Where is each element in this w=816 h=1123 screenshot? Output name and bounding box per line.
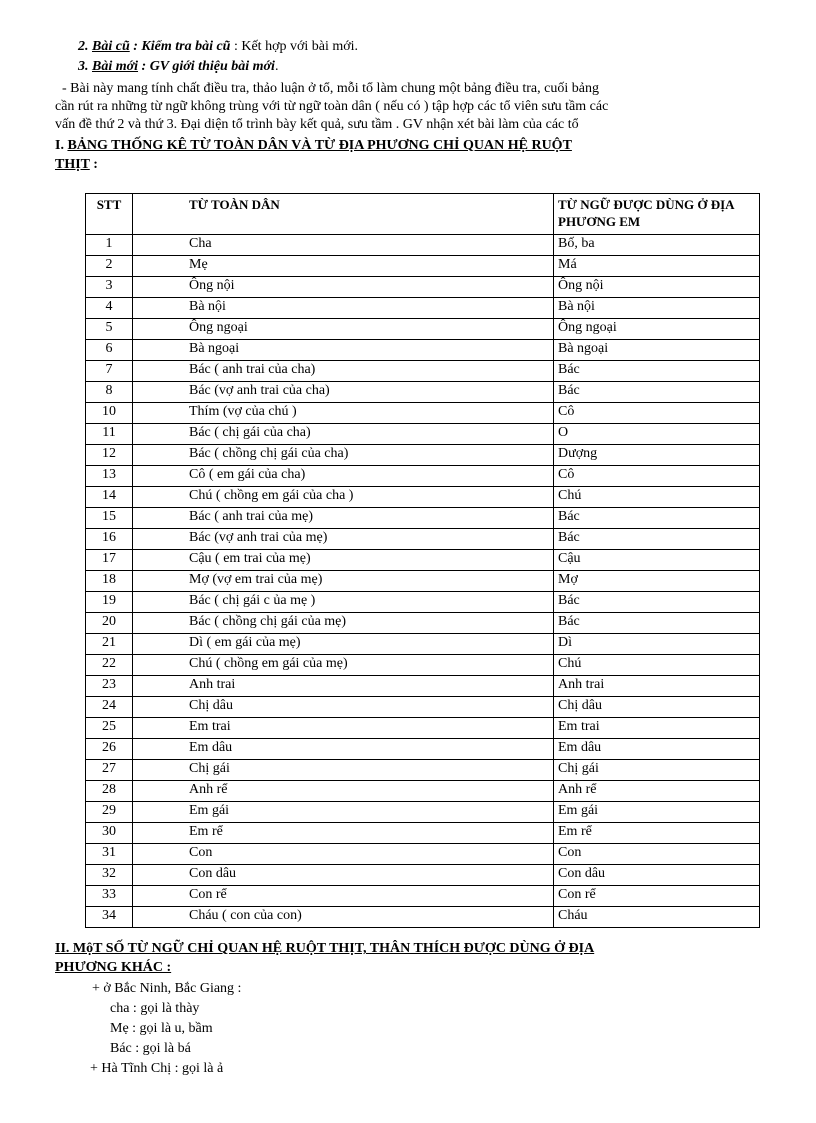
row-local-word: Em gái <box>554 802 760 823</box>
row-stt: 3 <box>86 277 133 298</box>
row-standard-word: Em gái <box>133 802 554 823</box>
row-local-word: Bố, ba <box>554 235 760 256</box>
row-stt: 31 <box>86 844 133 865</box>
row-stt: 8 <box>86 382 133 403</box>
row-local-word: Anh rể <box>554 781 760 802</box>
table-row <box>86 487 760 508</box>
row-stt: 19 <box>86 592 133 613</box>
row-local-word: Con rể <box>554 886 760 907</box>
row-standard-word: Mẹ <box>133 256 554 277</box>
row-local-word: Ông nội <box>554 277 760 298</box>
row-stt: 12 <box>86 445 133 466</box>
row-stt: 16 <box>86 529 133 550</box>
table-row <box>86 739 760 760</box>
row-stt: 34 <box>86 907 133 928</box>
row-local-word: Bác <box>554 361 760 382</box>
row-local-word: Chú <box>554 655 760 676</box>
row-stt: 1 <box>86 235 133 256</box>
section-2-title-line-2: PHƯƠNG KHÁC : <box>55 960 172 975</box>
row-standard-word: Anh rể <box>133 781 554 802</box>
intro-para-line-3: vấn đề thứ 2 và thứ 3. Đại diện tổ trình bày kết quả, sưu tầm . GV nhận xét bài làm của các tổ <box>55 117 579 132</box>
row-standard-word: Em rể <box>133 823 554 844</box>
table-row <box>86 445 760 466</box>
row-standard-word: Con rể <box>133 886 554 907</box>
row-local-word: Bà nội <box>554 298 760 319</box>
table-row <box>86 529 760 550</box>
row-standard-word: Mợ (vợ em trai của mẹ) <box>133 571 554 592</box>
row-standard-word: Bác ( chị gái của cha) <box>133 424 554 445</box>
row-standard-word: Ông ngoại <box>133 319 554 340</box>
row-standard-word: Chị dâu <box>133 697 554 718</box>
row-standard-word: Cha <box>133 235 554 256</box>
row-standard-word: Cháu ( con của con) <box>133 907 554 928</box>
header-local-word: TỪ NGỮ ĐƯỢC DÙNG Ở ĐỊA PHƯƠNG EM <box>554 194 760 235</box>
section-1-title-cont <box>55 156 98 173</box>
row-standard-word: Bà nội <box>133 298 554 319</box>
item-3-label: 3. Bài mới : GV giới thiệu bài mới <box>78 59 275 74</box>
section-2-title-line-1: II. MộT SỐ TỪ NGỮ CHỈ QUAN HỆ RUỘT THỊT, THÂN THÍCH ĐƯỢC DÙNG Ở ĐỊA <box>55 941 595 956</box>
row-local-word: Má <box>554 256 760 277</box>
table-row <box>86 508 760 529</box>
row-standard-word: Bà ngoại <box>133 340 554 361</box>
row-standard-word: Anh trai <box>133 676 554 697</box>
row-local-word: Bác <box>554 508 760 529</box>
row-standard-word: Bác (vợ anh trai của mẹ) <box>133 529 554 550</box>
item-2-text: : Kết hợp với bài mới. <box>230 39 359 54</box>
row-local-word: Bác <box>554 613 760 634</box>
section-1-title-end: : <box>89 157 98 172</box>
row-local-word: Dượng <box>554 445 760 466</box>
row-standard-word: Thím (vợ của chú ) <box>133 403 554 424</box>
header-stt: STT <box>86 194 133 235</box>
row-local-word: Dì <box>554 634 760 655</box>
row-standard-word: Bác ( chồng chị gái của mẹ) <box>133 613 554 634</box>
table-row <box>86 781 760 802</box>
row-standard-word: Con dâu <box>133 865 554 886</box>
row-standard-word: Dì ( em gái của mẹ) <box>133 634 554 655</box>
row-stt: 17 <box>86 550 133 571</box>
row-stt: 18 <box>86 571 133 592</box>
section-1-title <box>55 137 580 154</box>
row-local-word: Con <box>554 844 760 865</box>
row-standard-word: Em dâu <box>133 739 554 760</box>
table-row <box>86 886 760 907</box>
row-local-word: Cô <box>554 466 760 487</box>
row-stt: 13 <box>86 466 133 487</box>
row-stt: 29 <box>86 802 133 823</box>
row-stt: 20 <box>86 613 133 634</box>
row-stt: 4 <box>86 298 133 319</box>
table-row <box>86 235 760 256</box>
row-stt: 27 <box>86 760 133 781</box>
table-row <box>86 613 760 634</box>
row-stt: 2 <box>86 256 133 277</box>
table-row <box>86 844 760 865</box>
row-stt: 11 <box>86 424 133 445</box>
row-stt: 22 <box>86 655 133 676</box>
row-local-word: Bác <box>554 592 760 613</box>
row-local-word: Con dâu <box>554 865 760 886</box>
row-standard-word: Ông nội <box>133 277 554 298</box>
item-3-end: . <box>274 59 279 74</box>
table-row <box>86 277 760 298</box>
row-local-word: Cô <box>554 403 760 424</box>
section-2-title <box>55 940 600 957</box>
section-2-title-cont <box>55 959 179 976</box>
row-local-word: Cậu <box>554 550 760 571</box>
table-row <box>86 424 760 445</box>
table-row <box>86 676 760 697</box>
table-row <box>86 634 760 655</box>
table-row <box>86 298 760 319</box>
row-standard-word: Bác ( chị gái c ủa mẹ ) <box>133 592 554 613</box>
row-stt: 21 <box>86 634 133 655</box>
bac-ninh-cha: cha : gọi là thày <box>110 1001 200 1016</box>
row-local-word: Cháu <box>554 907 760 928</box>
table-row <box>86 718 760 739</box>
row-stt: 26 <box>86 739 133 760</box>
row-local-word: Chú <box>554 487 760 508</box>
row-local-word: Chị gái <box>554 760 760 781</box>
header-standard-word: TỪ TOÀN DÂN <box>133 194 554 235</box>
row-standard-word: Bác ( anh trai của cha) <box>133 361 554 382</box>
table-row <box>86 907 760 928</box>
row-stt: 25 <box>86 718 133 739</box>
row-standard-word: Cậu ( em trai của mẹ) <box>133 550 554 571</box>
row-standard-word: Chú ( chồng em gái của mẹ) <box>133 655 554 676</box>
row-stt: 6 <box>86 340 133 361</box>
row-stt: 14 <box>86 487 133 508</box>
item-3-line <box>78 58 278 75</box>
table-row <box>86 403 760 424</box>
row-standard-word: Cô ( em gái của cha) <box>133 466 554 487</box>
table-row <box>86 382 760 403</box>
region-ha-tinh: + Hà Tĩnh Chị : gọi là ả <box>90 1061 224 1076</box>
row-standard-word: Chú ( chồng em gái của cha ) <box>133 487 554 508</box>
section-1-number: I. <box>55 138 64 153</box>
row-standard-word: Bác ( chồng chị gái của cha) <box>133 445 554 466</box>
row-stt: 23 <box>86 676 133 697</box>
row-local-word: Em dâu <box>554 739 760 760</box>
row-stt: 10 <box>86 403 133 424</box>
row-stt: 24 <box>86 697 133 718</box>
table-row <box>86 592 760 613</box>
row-stt: 33 <box>86 886 133 907</box>
bac-ninh-me: Mẹ : gọi là u, bầm <box>110 1021 213 1036</box>
row-stt: 7 <box>86 361 133 382</box>
row-standard-word: Con <box>133 844 554 865</box>
section-1-title-line-1: BẢNG THỐNG KÊ TỪ TOÀN DÂN VÀ TỪ ĐỊA PHƯƠNG CHỈ QUAN HỆ RUỘT <box>67 138 572 153</box>
table-row <box>86 256 760 277</box>
item-2-line <box>78 38 358 55</box>
intro-para-line-1: - Bài này mang tính chất điều tra, thảo luận ở tổ, mỗi tổ làm chung một bảng điều tra, cuối bảng <box>62 81 599 96</box>
table-row <box>86 697 760 718</box>
row-standard-word: Bác ( anh trai của mẹ) <box>133 508 554 529</box>
table-row <box>86 760 760 781</box>
table-row <box>86 865 760 886</box>
table-row <box>86 823 760 844</box>
kinship-table <box>85 193 760 928</box>
bac-ninh-bac: Bác : gọi là bá <box>110 1041 191 1056</box>
row-local-word: Ông ngoại <box>554 319 760 340</box>
table-row <box>86 655 760 676</box>
row-standard-word: Chị gái <box>133 760 554 781</box>
row-local-word: Bà ngoại <box>554 340 760 361</box>
table-row <box>86 340 760 361</box>
row-standard-word: Em trai <box>133 718 554 739</box>
row-local-word: Chị dâu <box>554 697 760 718</box>
table-row <box>86 802 760 823</box>
region-bac-ninh: + ở Bắc Ninh, Bắc Giang : <box>92 981 242 996</box>
row-local-word: Bác <box>554 529 760 550</box>
table-header-row <box>86 194 760 235</box>
row-local-word: O <box>554 424 760 445</box>
row-stt: 5 <box>86 319 133 340</box>
row-stt: 30 <box>86 823 133 844</box>
table-body <box>86 235 760 928</box>
section-1-title-line-2: THỊT <box>55 157 90 172</box>
table-row <box>86 550 760 571</box>
item-2-label: 2. Bài cũ : Kiểm tra bài cũ <box>78 39 231 54</box>
row-local-word: Anh trai <box>554 676 760 697</box>
row-local-word: Em trai <box>554 718 760 739</box>
intro-para-line-2: cần rút ra những từ ngữ không trùng với từ ngữ toàn dân ( nếu có ) tập hợp các tổ viên sưu tầm các <box>55 99 609 114</box>
row-standard-word: Bác (vợ anh trai của cha) <box>133 382 554 403</box>
row-stt: 15 <box>86 508 133 529</box>
table-row <box>86 319 760 340</box>
table-row <box>86 466 760 487</box>
table-row <box>86 571 760 592</box>
row-stt: 28 <box>86 781 133 802</box>
row-local-word: Em rể <box>554 823 760 844</box>
row-local-word: Mợ <box>554 571 760 592</box>
table-row <box>86 361 760 382</box>
row-stt: 32 <box>86 865 133 886</box>
row-local-word: Bác <box>554 382 760 403</box>
